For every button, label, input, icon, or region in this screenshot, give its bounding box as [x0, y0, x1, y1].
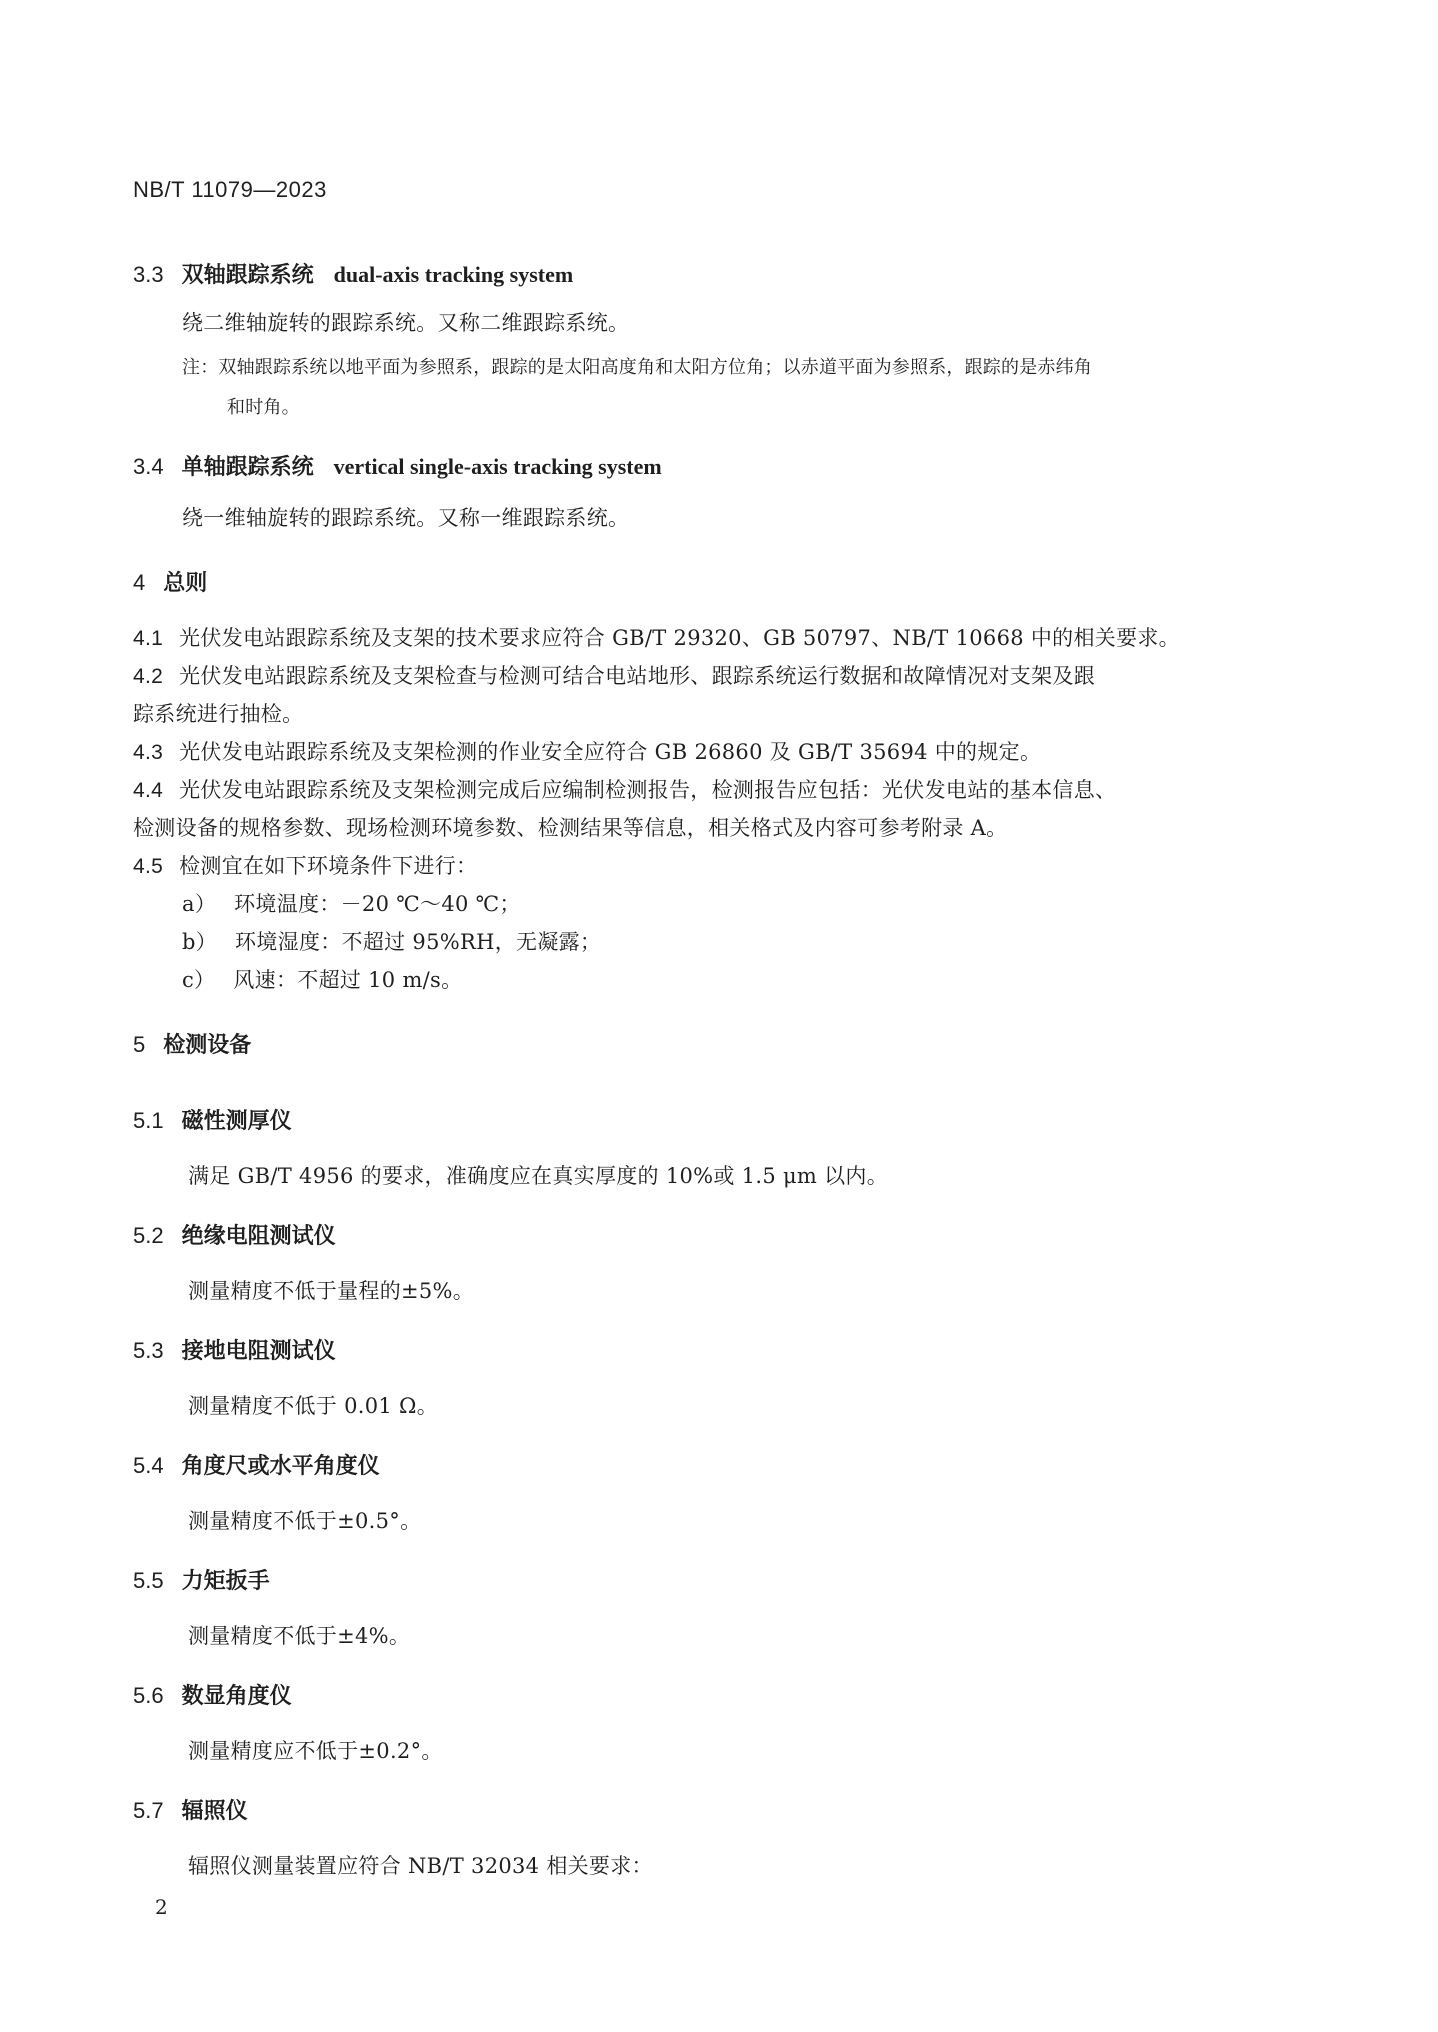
definition-3-4: 绕一维轴旋转的跟踪系统。又称一维跟踪系统。: [182, 506, 630, 530]
heading-title: 数显角度仪: [181, 1684, 292, 1709]
clause-4-5: [133, 850, 477, 880]
heading-title: 角度尺或水平角度仪: [181, 1454, 380, 1479]
clause-text: 光伏发电站跟踪系统及支架的技术要求应符合 GB/T 29320、GB 50797、NB/T 10668 中的相关要求。: [179, 626, 1180, 650]
clause-text: 光伏发电站跟踪系统及支架检测的作业安全应符合 GB 26860 及 GB/T 35694 中的规定。: [179, 740, 1042, 764]
list-item-a: [182, 888, 521, 918]
clause-number: 4.4: [133, 779, 164, 802]
heading-3-3: [133, 258, 573, 289]
heading-5-1: [133, 1104, 292, 1135]
list-item-c: [182, 964, 462, 994]
heading-title-zh: 双轴跟踪系统: [181, 263, 314, 288]
text-5-5: 测量精度不低于±4%。: [188, 1624, 411, 1648]
clause-text: 检测宜在如下环境条件下进行：: [179, 854, 478, 878]
text-5-3: 测量精度不低于 0.01 Ω。: [188, 1394, 439, 1418]
list-item-label: c）: [182, 968, 216, 992]
heading-number: 5: [133, 1032, 146, 1057]
list-item-label: a）: [182, 892, 217, 916]
heading-5-2: [133, 1219, 336, 1250]
definition-3-3: 绕二维轴旋转的跟踪系统。又称二维跟踪系统。: [182, 311, 630, 335]
list-item-label: b）: [182, 930, 218, 954]
clause-number: 4.3: [133, 741, 164, 764]
clause-number: 4.5: [133, 855, 164, 878]
page-number: 2: [155, 1895, 168, 1919]
clause-4-1: [133, 622, 1180, 652]
heading-5-7: [133, 1794, 248, 1825]
heading-4: [133, 566, 207, 597]
heading-3-4: [133, 450, 662, 481]
list-item-text: 环境湿度：不超过 95%RH，无凝露；: [235, 930, 602, 954]
heading-title: 力矩扳手: [181, 1569, 270, 1594]
heading-number: 5.1: [133, 1108, 164, 1133]
clause-number: 4.1: [133, 627, 164, 650]
list-item-text: 风速：不超过 10 m/s。: [233, 968, 463, 992]
heading-number: 3.4: [133, 454, 164, 479]
clause-text: 光伏发电站跟踪系统及支架检查与检测可结合电站地形、跟踪系统运行数据和故障情况对支架及跟: [179, 664, 1095, 688]
clause-4-2-line2: 踪系统进行抽检。: [133, 702, 304, 726]
text-5-4: 测量精度不低于±0.5°。: [188, 1509, 422, 1533]
heading-number: 4: [133, 570, 146, 595]
heading-title: 检测设备: [163, 1033, 252, 1058]
text-5-6: 测量精度应不低于±0.2°。: [188, 1739, 443, 1763]
heading-title: 绝缘电阻测试仪: [181, 1224, 336, 1249]
heading-number: 5.3: [133, 1338, 164, 1363]
note-3-3-line1: 注：双轴跟踪系统以地平面为参照系，跟踪的是太阳高度角和太阳方位角；以赤道平面为参照系，跟踪的是赤纬角: [182, 357, 1092, 378]
heading-number: 5.5: [133, 1568, 164, 1593]
heading-5-4: [133, 1449, 380, 1480]
standard-code: NB/T 11079—2023: [133, 177, 327, 202]
note-3-3-line2: 和时角。: [227, 397, 300, 418]
heading-number: 5.4: [133, 1453, 164, 1478]
heading-title-en: vertical single-axis tracking system: [333, 454, 662, 479]
list-item-text: 环境温度：－20 ℃～40 ℃；: [234, 892, 521, 916]
clause-4-4-line1: [133, 774, 1116, 804]
text-5-1: 满足 GB/T 4956 的要求，准确度应在真实厚度的 10%或 1.5 μm 以内。: [188, 1164, 888, 1188]
clause-4-4-line2: 检测设备的规格参数、现场检测环境参数、检测结果等信息，相关格式及内容可参考附录 A。: [133, 816, 1008, 840]
heading-title: 接地电阻测试仪: [181, 1339, 336, 1364]
text-5-2: 测量精度不低于量程的±5%。: [188, 1279, 475, 1303]
clause-4-2-line1: [133, 660, 1095, 690]
list-item-b: [182, 926, 601, 956]
heading-title-zh: 单轴跟踪系统: [181, 455, 314, 480]
heading-5-6: [133, 1679, 292, 1710]
heading-number: 5.6: [133, 1683, 164, 1708]
clause-text: 光伏发电站跟踪系统及支架检测完成后应编制检测报告，检测报告应包括：光伏发电站的基本信息、: [179, 778, 1117, 802]
heading-title: 磁性测厚仪: [181, 1109, 292, 1134]
heading-5: [133, 1028, 251, 1059]
heading-5-3: [133, 1334, 336, 1365]
clause-number: 4.2: [133, 665, 164, 688]
heading-number: 5.2: [133, 1223, 164, 1248]
heading-title-en: dual-axis tracking system: [333, 262, 574, 287]
heading-5-5: [133, 1564, 270, 1595]
heading-number: 5.7: [133, 1798, 164, 1823]
text-5-7: 辐照仪测量装置应符合 NB/T 32034 相关要求：: [188, 1854, 653, 1878]
heading-number: 3.3: [133, 262, 164, 287]
clause-4-3: [133, 736, 1041, 766]
heading-title: 总则: [163, 571, 208, 596]
heading-title: 辐照仪: [181, 1799, 248, 1824]
